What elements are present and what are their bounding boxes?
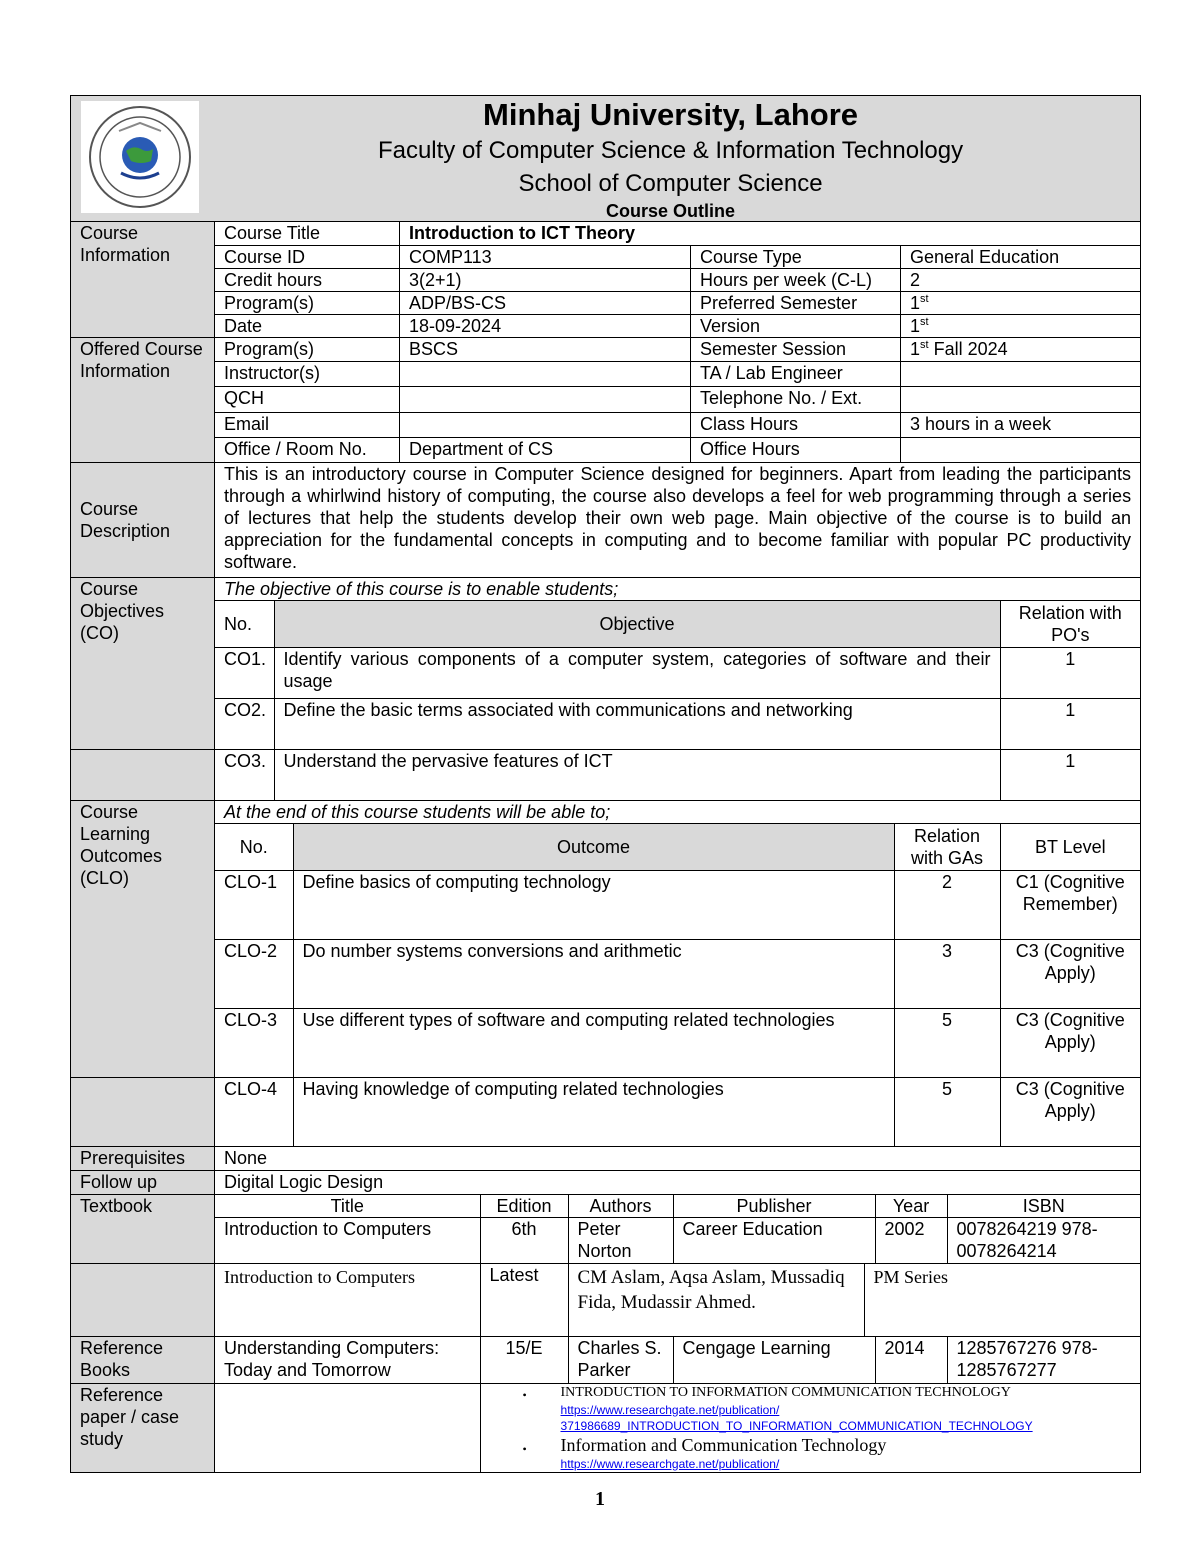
course-outline-table [70,95,1141,1473]
rb-publisher: Cengage Learning [673,1337,875,1383]
version-label: Version [691,315,901,338]
telephone-value [901,387,1141,413]
clo-ga: 5 [894,1008,1000,1077]
clo-ga-header: Relation with GAs [894,824,1000,870]
course-id-label: Course ID [215,246,400,269]
version-value: 1st [901,315,1141,338]
objective-header: Objective [274,601,1000,647]
clo-ga: 2 [894,870,1000,939]
reference-paper-item [481,1434,1141,1472]
clo-intro: At the end of this course students will be able to; [215,801,1141,824]
course-description-text: This is an introductory course in Computer Science designed for beginners. Apart from leading the participants through a whirlwind history of computing, the course also develops a feel for web programming through a series of lectures that help the students develop their own web page. Main objective of the course is to build an appreciation for the fundamental concepts in computing and to become familiar with popular PC productivity software. [215,463,1141,578]
course-info-label: Course Information [71,222,215,338]
tb-isbn-header: ISBN [947,1195,1140,1218]
tb-year-header: Year [875,1195,947,1218]
clo-bt: C3 (Cognitive Apply) [1000,1008,1140,1077]
header-block [71,96,1141,222]
course-title-label: Course Title [215,222,400,246]
qch-label: QCH [215,387,400,413]
instructor-value [400,362,691,387]
credit-hours-value: 3(2+1) [400,269,691,292]
offered-program-value: BSCS [400,338,691,362]
rb-edition: 15/E [480,1337,568,1383]
office-hours-value [901,438,1141,463]
tb-edition-header: Edition [480,1195,568,1218]
semester-session-label: Semester Session [691,338,901,362]
rb-isbn: 1285767276 978-1285767277 [947,1337,1140,1383]
rb-year: 2014 [875,1337,947,1383]
faculty-name: Faculty of Computer Science & Information Technology [377,137,964,164]
reference-paper-item [481,1384,1141,1434]
instructor-label: Instructor(s) [215,362,400,387]
tb-edition: 6th [480,1218,568,1263]
tb-publisher: PM Series [864,1264,1175,1336]
clo-table-cont [215,1078,1140,1146]
prerequisites-label: Prerequisites [71,1147,215,1171]
clo-no: CLO-3 [215,1008,293,1077]
objective-po: 1 [1000,750,1140,800]
objectives-table-cont [215,750,1140,800]
email-value [400,413,691,438]
objective-no: CO3. [215,750,274,800]
tb-authors-header: Authors [568,1195,673,1218]
credit-hours-label: Credit hours [215,269,400,292]
offered-course-label: Offered Course Information [71,338,215,463]
hours-per-week-value: 2 [901,269,1141,292]
program-value: ADP/BS-CS [400,292,691,315]
tb-edition: Latest [480,1264,568,1336]
tb-year: 2002 [875,1218,947,1263]
clo-no: CLO-2 [215,939,293,1008]
reference-books-table [215,1337,1140,1383]
objective-text: Identify various components of a computer system, categories of software and their usage [274,647,1000,698]
preferred-semester-label: Preferred Semester [691,292,901,315]
tb-authors: Peter Norton [568,1218,673,1263]
class-hours-label: Class Hours [691,413,901,438]
course-outline-page [70,95,1140,1473]
clo-ga: 5 [894,1078,1000,1146]
clo-outcome: Having knowledge of computing related technologies [293,1078,894,1146]
tb-title: Introduction to Computers [215,1218,480,1263]
page-number: 1 [595,1488,605,1510]
reference-paper-table [215,1384,1140,1472]
tb-publisher: Career Education [673,1218,875,1263]
tb-authors: CM Aslam, Aqsa Aslam, Mussadiq Fida, Mudassir Ahmed. [568,1264,864,1336]
offered-program-label: Program(s) [215,338,400,362]
clo-outcome: Define basics of computing technology [293,870,894,939]
clo-bt: C3 (Cognitive Apply) [1000,939,1140,1008]
rb-authors: Charles S. Parker [568,1337,673,1383]
objective-no: CO1. [215,647,274,698]
reference-paper-title: Information and Communication Technology [560,1434,887,1455]
rb-title: Understanding Computers: Today and Tomorrow [215,1337,480,1383]
reference-paper-list [481,1384,1141,1472]
preferred-semester-value: 1st [901,292,1141,315]
class-hours-value: 3 hours in a week [901,413,1141,438]
course-title-value: Introduction to ICT Theory [400,222,1141,246]
bullet-icon: • [522,1441,527,1456]
course-type-label: Course Type [691,246,901,269]
semester-session-value: 1st Fall 2024 [901,338,1141,362]
textbook-table-row2 [215,1264,1175,1336]
clo-outcome: Do number systems conversions and arithmetic [293,939,894,1008]
ta-value [901,362,1141,387]
date-value: 18-09-2024 [400,315,691,338]
reference-paper-link[interactable]: https://www.researchgate.net/publication/ [560,1456,780,1471]
office-value: Department of CS [400,438,691,463]
course-objectives-label: Course Objectives (CO) [71,578,215,750]
objective-po: 1 [1000,698,1140,749]
textbook-label: Textbook [71,1195,215,1264]
document-title: Course Outline [606,201,736,221]
office-label: Office / Room No. [215,438,400,463]
course-type-value: General Education [901,246,1141,269]
ta-label: TA / Lab Engineer [691,362,901,387]
relation-po-header: Relation with PO's [1000,601,1140,647]
objective-text: Understand the pervasive features of ICT [274,750,1000,800]
tb-isbn: 0078264219 978-0078264214 [947,1218,1140,1263]
tb-publisher-header: Publisher [673,1195,875,1218]
university-name: Minhaj University, Lahore [483,97,858,132]
clo-label: Course Learning Outcomes (CLO) [71,801,215,1078]
objective-text: Define the basic terms associated with communications and networking [274,698,1000,749]
telephone-label: Telephone No. / Ext. [691,387,901,413]
reference-books-label: Reference Books [71,1336,215,1383]
office-hours-label: Office Hours [691,438,901,463]
hours-per-week-label: Hours per week (C-L) [691,269,901,292]
reference-paper-title: INTRODUCTION TO INFORMATION COMMUNICATION TECHNOLOGY [560,1384,1011,1400]
clo-no-header: No. [215,824,293,870]
clo-no: CLO-1 [215,870,293,939]
clo-table [215,824,1140,1077]
school-name: School of Computer Science [518,170,823,197]
tb-title-header: Title [215,1195,480,1218]
objective-po: 1 [1000,647,1140,698]
program-label: Program(s) [215,292,400,315]
clo-no: CLO-4 [215,1078,293,1146]
reference-paper-link[interactable]: 371986689_INTRODUCTION_TO_INFORMATION_COMMUNICATION_TECHNOLOGY [560,1418,1033,1433]
email-label: Email [215,413,400,438]
objectives-intro: The objective of this course is to enable students; [215,578,1141,601]
qch-value [400,387,691,413]
reference-paper-link[interactable]: https://www.researchgate.net/publication/ [560,1402,780,1417]
followup-value: Digital Logic Design [215,1171,1141,1195]
clo-bt: C1 (Cognitive Remember) [1000,870,1140,939]
objective-no: CO2. [215,698,274,749]
clo-bt-header: BT Level [1000,824,1140,870]
objective-no-header: No. [215,601,274,647]
textbook-table [215,1195,1140,1263]
followup-label: Follow up [71,1171,215,1195]
tb-title: Introduction to Computers [215,1264,480,1336]
course-description-label: Course Description [71,463,215,578]
bullet-icon: • [522,1387,527,1402]
clo-outcome: Use different types of software and computing related technologies [293,1008,894,1077]
clo-outcome-header: Outcome [293,824,894,870]
clo-ga: 3 [894,939,1000,1008]
objectives-table [215,601,1140,749]
reference-paper-label: Reference paper / case study [71,1383,215,1472]
prerequisites-value: None [215,1147,1141,1171]
university-logo-icon [81,101,199,213]
course-id-value: COMP113 [400,246,691,269]
date-label: Date [215,315,400,338]
clo-bt: C3 (Cognitive Apply) [1000,1078,1140,1146]
